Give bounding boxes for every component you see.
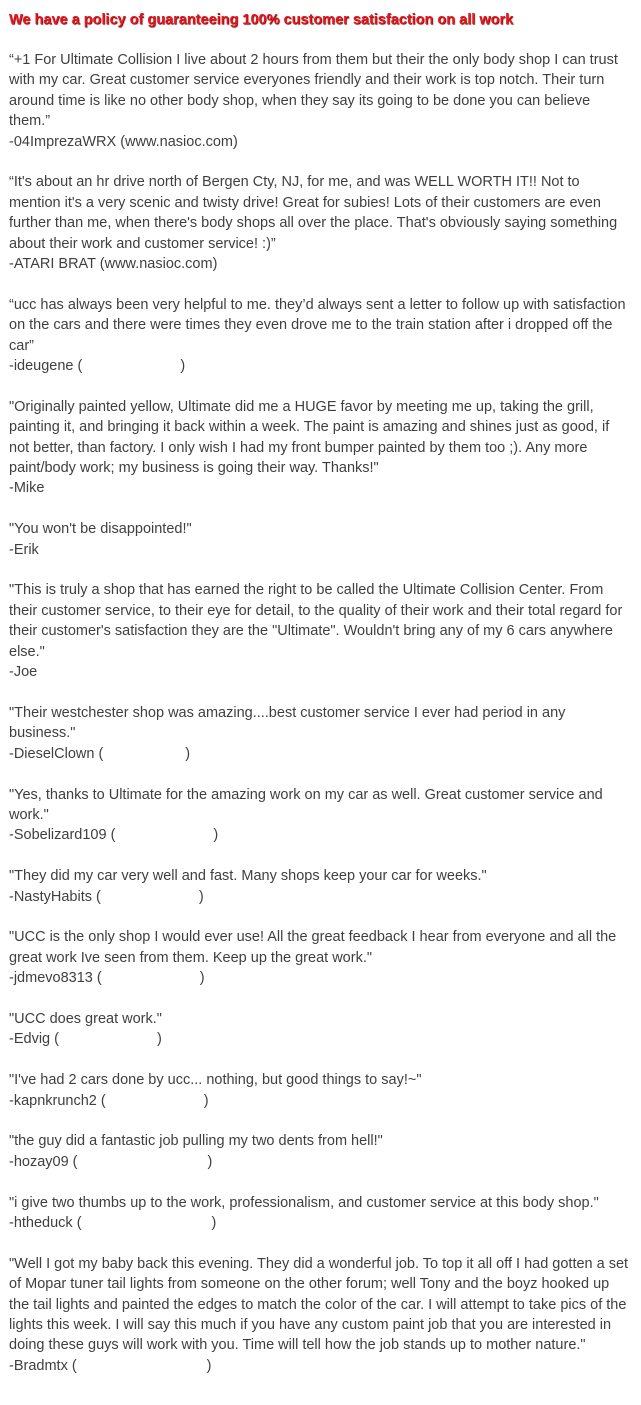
review-item [9,172,632,274]
review-quote: “+1 For Ultimate Collision I live about 2 hours from them but their the only body shop I can trust with my car. Great customer service everyones friendly and their work is top notch. Their turn around time is like no other body shop, when they say its going to be done you can believe them.” [9,52,618,130]
review-item [9,1193,632,1234]
review-author-closing-paren: ) [156,1031,162,1048]
review-author [9,254,632,274]
review-quote: "They did my car very well and fast. Many shops keep your car for weeks." [9,868,487,885]
review-author-name: -DieselClown ( [9,745,104,762]
review-item [9,1254,632,1376]
reviews-list [9,50,632,1376]
review-author-name: -hozay09 ( [9,1153,78,1170]
review-author-closing-paren: ) [207,1153,213,1170]
review-author-closing-paren: ) [199,970,205,987]
review-author-closing-paren: ) [211,1214,217,1231]
review-author-name: -04ImprezaWRX (www.nasioc.com) [9,133,238,150]
review-item [9,519,632,560]
review-author [9,1029,632,1049]
review-author-name: -kapnkrunch2 ( [9,1092,106,1109]
review-author [9,356,632,376]
review-quote: "UCC is the only shop I would ever use! All the great feedback I hear from everyone and all the great work Ive seen from them. Keep up the great work." [9,929,617,966]
review-quote: "the guy did a fantastic job pulling my two dents from hell!" [9,1133,383,1150]
review-author-name: -Mike [9,480,45,497]
review-item [9,50,632,152]
review-author-name: -Erik [9,541,39,558]
review-quote: “ucc has always been very helpful to me. they’d always sent a letter to follow up with satisfaction on the cars and there were times they even drove me to the train station after i dropped off the car” [9,296,626,354]
review-quote: "Yes, thanks to Ultimate for the amazing work on my car as well. Great customer service and work." [9,786,603,823]
review-author-name: -NastyHabits ( [9,888,101,905]
review-item [9,1070,632,1111]
review-item [9,295,632,377]
review-author [9,1356,632,1376]
review-item [9,580,632,682]
review-author-closing-paren: ) [180,358,186,375]
review-author [9,968,632,988]
review-quote: "You won't be disappointed!" [9,521,192,538]
review-author-closing-paren: ) [203,1092,209,1109]
review-author-name: -htheduck ( [9,1214,82,1231]
review-author [9,132,632,152]
review-author [9,1152,632,1172]
review-item [9,927,632,988]
review-author-name: -ATARI BRAT (www.nasioc.com) [9,256,218,273]
review-author-closing-paren: ) [185,745,191,762]
review-item [9,397,632,499]
review-author [9,478,632,498]
review-author-name: -Sobelizard109 ( [9,827,116,844]
review-author [9,887,632,907]
review-item [9,1131,632,1172]
review-author-name: -ideugene ( [9,358,83,375]
review-quote: "I've had 2 cars done by ucc... nothing, but good things to say!~" [9,1072,422,1089]
review-item [9,785,632,846]
review-author [9,662,632,682]
review-item [9,866,632,907]
review-author [9,1213,632,1233]
review-item [9,703,632,764]
review-author [9,825,632,845]
review-author [9,1091,632,1111]
review-author-closing-paren: ) [198,888,204,905]
review-quote: "i give two thumbs up to the work, professionalism, and customer service at this body shop." [9,1194,599,1211]
satisfaction-guarantee-heading: We have a policy of guaranteeing 100% customer satisfaction on all work [9,12,514,28]
review-author-closing-paren: ) [213,827,219,844]
review-quote: "Their westchester shop was amazing....best customer service I ever had period in any business." [9,704,566,742]
review-author-name: -Joe [9,664,38,681]
review-author [9,744,632,764]
review-quote: "Originally painted yellow, Ultimate did me a HUGE favor by meeting me up, taking the grill, painting it, and bringing it back within a week. The paint is amazing and shines just as good, if not better, than factory. I only wish I had my front bumper painted by them too ;). Any more paint/body work; my business is going their way. Thanks!" [9,398,610,477]
review-author-name: -Bradmtx ( [9,1357,77,1374]
review-author-name: -Edvig ( [9,1031,59,1048]
review-quote: "This is truly a shop that has earned the right to be called the Ultimate Collision Center. From their customer service, to their eye for detail, to the quality of their work and their total regard for their customer's satisfaction they are the "Ultimate". Wouldn't bring any of my 6 cars anywhere else." [9,582,623,660]
review-item [9,1009,632,1050]
review-quote: “It's about an hr drive north of Bergen Cty, NJ, for me, and was WELL WORTH IT!! Not to mention it's a very scenic and twisty drive! Great for subies! Lots of their customers are even further than me, when there's body shops all over the place. That's obviously saying something about their work and customer service! :)” [9,174,618,252]
review-author-closing-paren: ) [206,1357,212,1374]
review-author [9,540,632,560]
review-quote: "UCC does great work." [9,1010,162,1027]
review-quote: "Well I got my baby back this evening. They did a wonderful job. To top it all off I had gotten a set of Mopar tuner tail lights from someone on the other forum; well Tony and the boyz hooked up the tail lights and painted the edges to match the color of the car. I will attempt to take pics of the lights this week. I will say this much if you have any custom paint job that you are interested in doing these guys will work with you. Time will tell how the job stands up to mother nature." [9,1255,629,1354]
review-author-name: -jdmevo8313 ( [9,970,102,987]
